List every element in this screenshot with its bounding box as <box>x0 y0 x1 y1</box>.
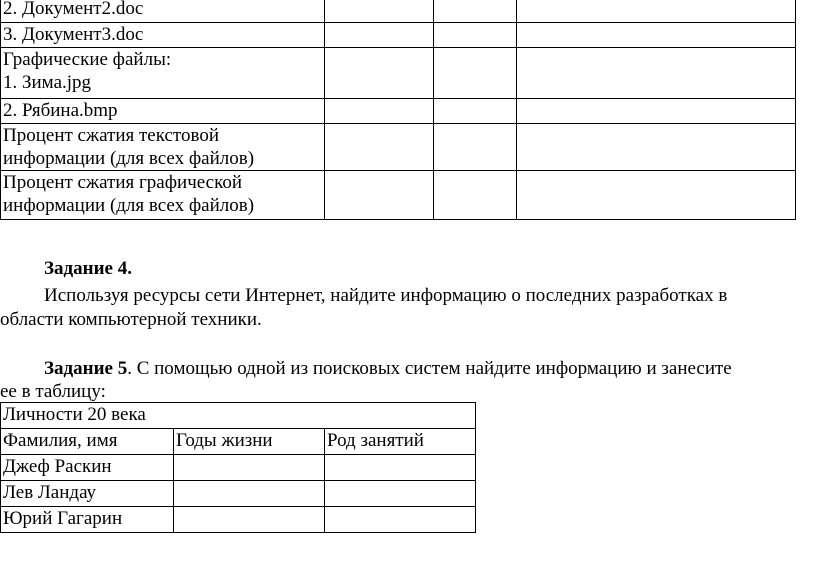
table-row <box>1 124 796 171</box>
column-header-name: Фамилия, имя <box>1 429 174 455</box>
table-row <box>1 99 796 124</box>
table-row <box>1 48 796 99</box>
table-caption-row <box>1 403 476 429</box>
person-occupation[interactable] <box>325 481 476 507</box>
table-cell[interactable] <box>517 48 796 99</box>
table-cell-label: Процент сжатия текстовой информации (для всех файлов) <box>1 124 325 171</box>
person-name: Джеф Раскин <box>1 455 174 481</box>
table-cell[interactable] <box>325 48 434 99</box>
column-header-years: Годы жизни <box>174 429 325 455</box>
table-cell-label: Процент сжатия графической информации (для всех файлов) <box>1 171 325 220</box>
table-cell[interactable] <box>517 124 796 171</box>
task4-text-line2: области компьютерной техники. <box>0 309 262 330</box>
table-caption: Личности 20 века <box>1 403 476 429</box>
table-cell[interactable] <box>434 171 517 220</box>
table-row <box>1 23 796 48</box>
person-years[interactable] <box>174 481 325 507</box>
table-cell-label: 2. Документ2.doc <box>1 0 325 23</box>
person-name: Юрий Гагарин <box>1 507 174 533</box>
table-cell-label: Графические файлы: 1. Зима.jpg <box>1 48 325 99</box>
table-row <box>1 507 476 533</box>
table-row <box>1 171 796 220</box>
table-cell[interactable] <box>325 99 434 124</box>
person-occupation[interactable] <box>325 507 476 533</box>
table-cell[interactable] <box>517 0 796 23</box>
person-years[interactable] <box>174 455 325 481</box>
table-cell[interactable] <box>434 124 517 171</box>
files-compression-table <box>0 0 796 220</box>
table-cell[interactable] <box>434 23 517 48</box>
table-cell[interactable] <box>517 23 796 48</box>
person-years[interactable] <box>174 507 325 533</box>
person-name: Лев Ландау <box>1 481 174 507</box>
table-cell[interactable] <box>325 171 434 220</box>
persons-table <box>0 402 476 533</box>
person-occupation[interactable] <box>325 455 476 481</box>
task5-text: . С помощью одной из поисковых систем найдите информацию и занесите <box>127 358 732 379</box>
task4-title: Задание 4. <box>44 258 132 279</box>
table-cell[interactable] <box>434 48 517 99</box>
table-cell[interactable] <box>325 23 434 48</box>
table-row <box>1 481 476 507</box>
table-cell[interactable] <box>517 171 796 220</box>
table-cell[interactable] <box>517 99 796 124</box>
table-header-row <box>1 429 476 455</box>
table-cell[interactable] <box>325 0 434 23</box>
task5-line1 <box>0 357 816 380</box>
task5-text-line2: ее в таблицу: <box>0 381 106 402</box>
column-header-occupation: Род занятий <box>325 429 476 455</box>
task5-title: Задание 5 <box>44 358 128 379</box>
table-row <box>1 0 796 23</box>
table-cell-label: 2. Рябина.bmp <box>1 99 325 124</box>
table-row <box>1 455 476 481</box>
table-cell[interactable] <box>434 0 517 23</box>
task4-text-line1: Используя ресурсы сети Интернет, найдите информацию о последних разработках в <box>44 285 728 306</box>
table-cell[interactable] <box>325 124 434 171</box>
table-cell-label: 3. Документ3.doc <box>1 23 325 48</box>
table-cell[interactable] <box>434 99 517 124</box>
